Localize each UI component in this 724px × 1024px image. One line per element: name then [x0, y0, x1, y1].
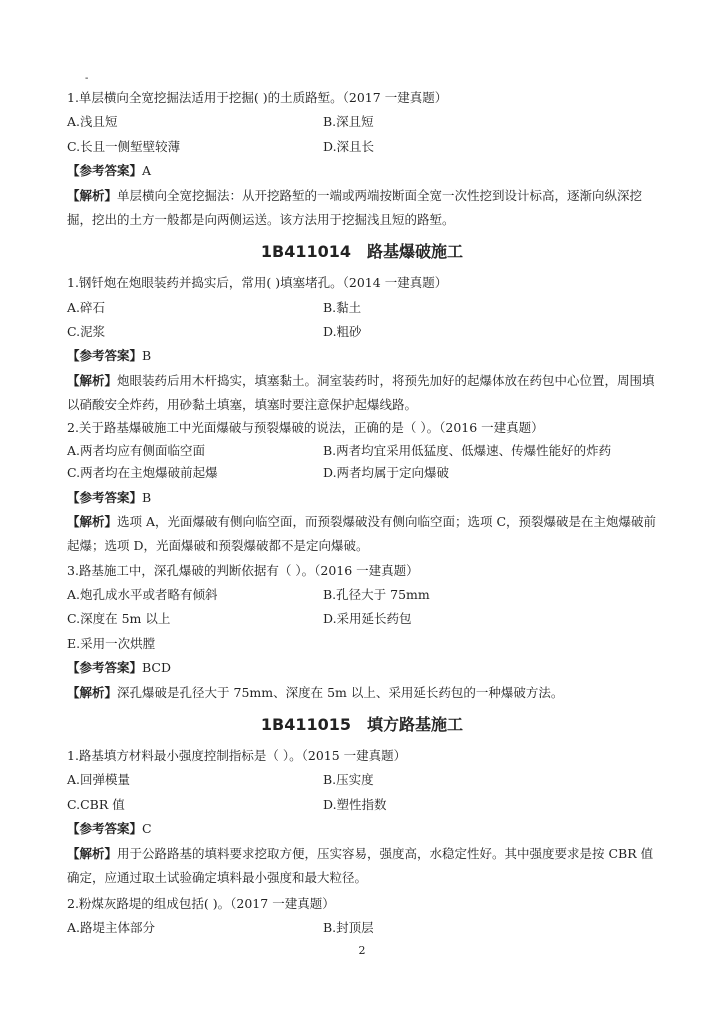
answer-value: B	[142, 490, 152, 505]
answer-line	[67, 163, 151, 179]
option-b: B.黏土	[323, 300, 362, 315]
answer-line	[67, 821, 152, 837]
explanation-text: 用于公路路基的填料要求挖取方便，压实容易，强度高，水稳定性好。其中强度要求是按 CBR 值确定，应通过取土试验确定填料最小强度和最大粒径。	[67, 846, 654, 885]
option-a: A.碎石	[67, 300, 106, 315]
option-d: D.采用延长药包	[323, 611, 412, 626]
answer-label: 【参考答案】	[67, 821, 143, 836]
option-b: B.封顶层	[323, 920, 374, 935]
question-text: 3.路基施工中，深孔爆破的判断依据有（ ）。（2016 一建真题）	[67, 563, 419, 578]
question-text: 2.关于路基爆破施工中光面爆破与预裂爆破的说法，正确的是（ ）。（2016 一建真题）	[67, 420, 544, 435]
explanation	[67, 842, 659, 890]
explanation-text: 选项 A，光面爆破有侧向临空面，而预裂爆破没有侧向临空面；选项 C，预裂爆破是在主炮爆破前起爆；选项 D，光面爆破和预裂爆破都不是定向爆破。	[67, 514, 657, 553]
option-e: E.采用一次烘膛	[67, 636, 156, 651]
question-text: 1.单层横向全宽挖掘法适用于挖掘( )的土质路堑。（2017 一建真题）	[67, 90, 448, 105]
option-b: B.深且短	[323, 114, 374, 129]
question-text: 2.粉煤灰路堤的组成包括( )。（2017 一建真题）	[67, 896, 335, 911]
option-b: B.孔径大于 75mm	[323, 587, 430, 602]
answer-label: 【参考答案】	[67, 348, 143, 363]
option-a: A.炮孔成水平或者略有倾斜	[67, 587, 218, 602]
option-a: A.两者均应有侧面临空面	[67, 443, 206, 458]
section-heading: 1B411014 路基爆破施工	[260, 242, 464, 261]
answer-value: C	[142, 821, 152, 836]
option-c: C.长且一侧堑壁较薄	[67, 139, 181, 154]
explanation-label: 【解析】	[67, 373, 118, 388]
explanation-text: 单层横向全宽挖掘法：从开挖路堑的一端或两端按断面全宽一次性挖到设计标高，逐渐向纵深挖掘，挖出的土方一般都是向两侧运送。该方法用于挖掘浅且短的路堑。	[67, 188, 643, 227]
answer-line	[67, 660, 171, 676]
explanation-text: 深孔爆破是孔径大于 75mm、深度在 5m 以上、采用延长药包的一种爆破方法。	[117, 685, 564, 700]
explanation-label: 【解析】	[67, 514, 118, 529]
option-b: B.压实度	[323, 772, 374, 787]
option-d: D.深且长	[323, 139, 375, 154]
answer-value: B	[142, 348, 152, 363]
question-text: 1.钢钎炮在炮眼装药并捣实后，常用( )填塞堵孔。（2014 一建真题）	[67, 275, 448, 290]
option-d: D.塑性指数	[323, 797, 387, 812]
option-b: B.两者均宜采用低猛度、低爆速、传爆性能好的炸药	[323, 443, 612, 458]
option-c: C.两者均在主炮爆破前起爆	[67, 465, 218, 480]
option-c: C.CBR 值	[67, 797, 125, 812]
answer-line	[67, 490, 151, 506]
explanation	[67, 369, 659, 417]
question-text: 1.路基填方材料最小强度控制指标是（ ）。（2015 一建真题）	[67, 748, 407, 763]
answer-label: 【参考答案】	[67, 163, 143, 178]
explanation	[67, 510, 659, 558]
explanation	[67, 685, 563, 701]
top-mark: -	[85, 73, 89, 84]
explanation-label: 【解析】	[67, 188, 118, 203]
answer-value: BCD	[142, 660, 172, 675]
option-a: A.回弹模量	[67, 772, 131, 787]
explanation-label: 【解析】	[67, 685, 118, 700]
option-d: D.粗砂	[323, 324, 362, 339]
answer-line	[67, 348, 151, 364]
explanation-label: 【解析】	[67, 846, 118, 861]
option-a: A.路堤主体部分	[67, 920, 156, 935]
answer-label: 【参考答案】	[67, 490, 143, 505]
section-heading: 1B411015 填方路基施工	[260, 715, 464, 734]
explanation-text: 炮眼装药后用木杆捣实，填塞黏土。洞室装药时，将预先加好的起爆体放在药包中心位置，周围填以硝酸安全炸药，用砂黏土填塞，填塞时要注意保护起爆线路。	[67, 373, 655, 412]
explanation	[67, 184, 659, 232]
page-number: 2	[358, 944, 366, 957]
option-c: C.泥浆	[67, 324, 106, 339]
answer-label: 【参考答案】	[67, 660, 143, 675]
option-c: C.深度在 5m 以上	[67, 611, 171, 626]
option-a: A.浅且短	[67, 114, 118, 129]
answer-value: A	[142, 163, 152, 178]
option-d: D.两者均属于定向爆破	[323, 465, 450, 480]
